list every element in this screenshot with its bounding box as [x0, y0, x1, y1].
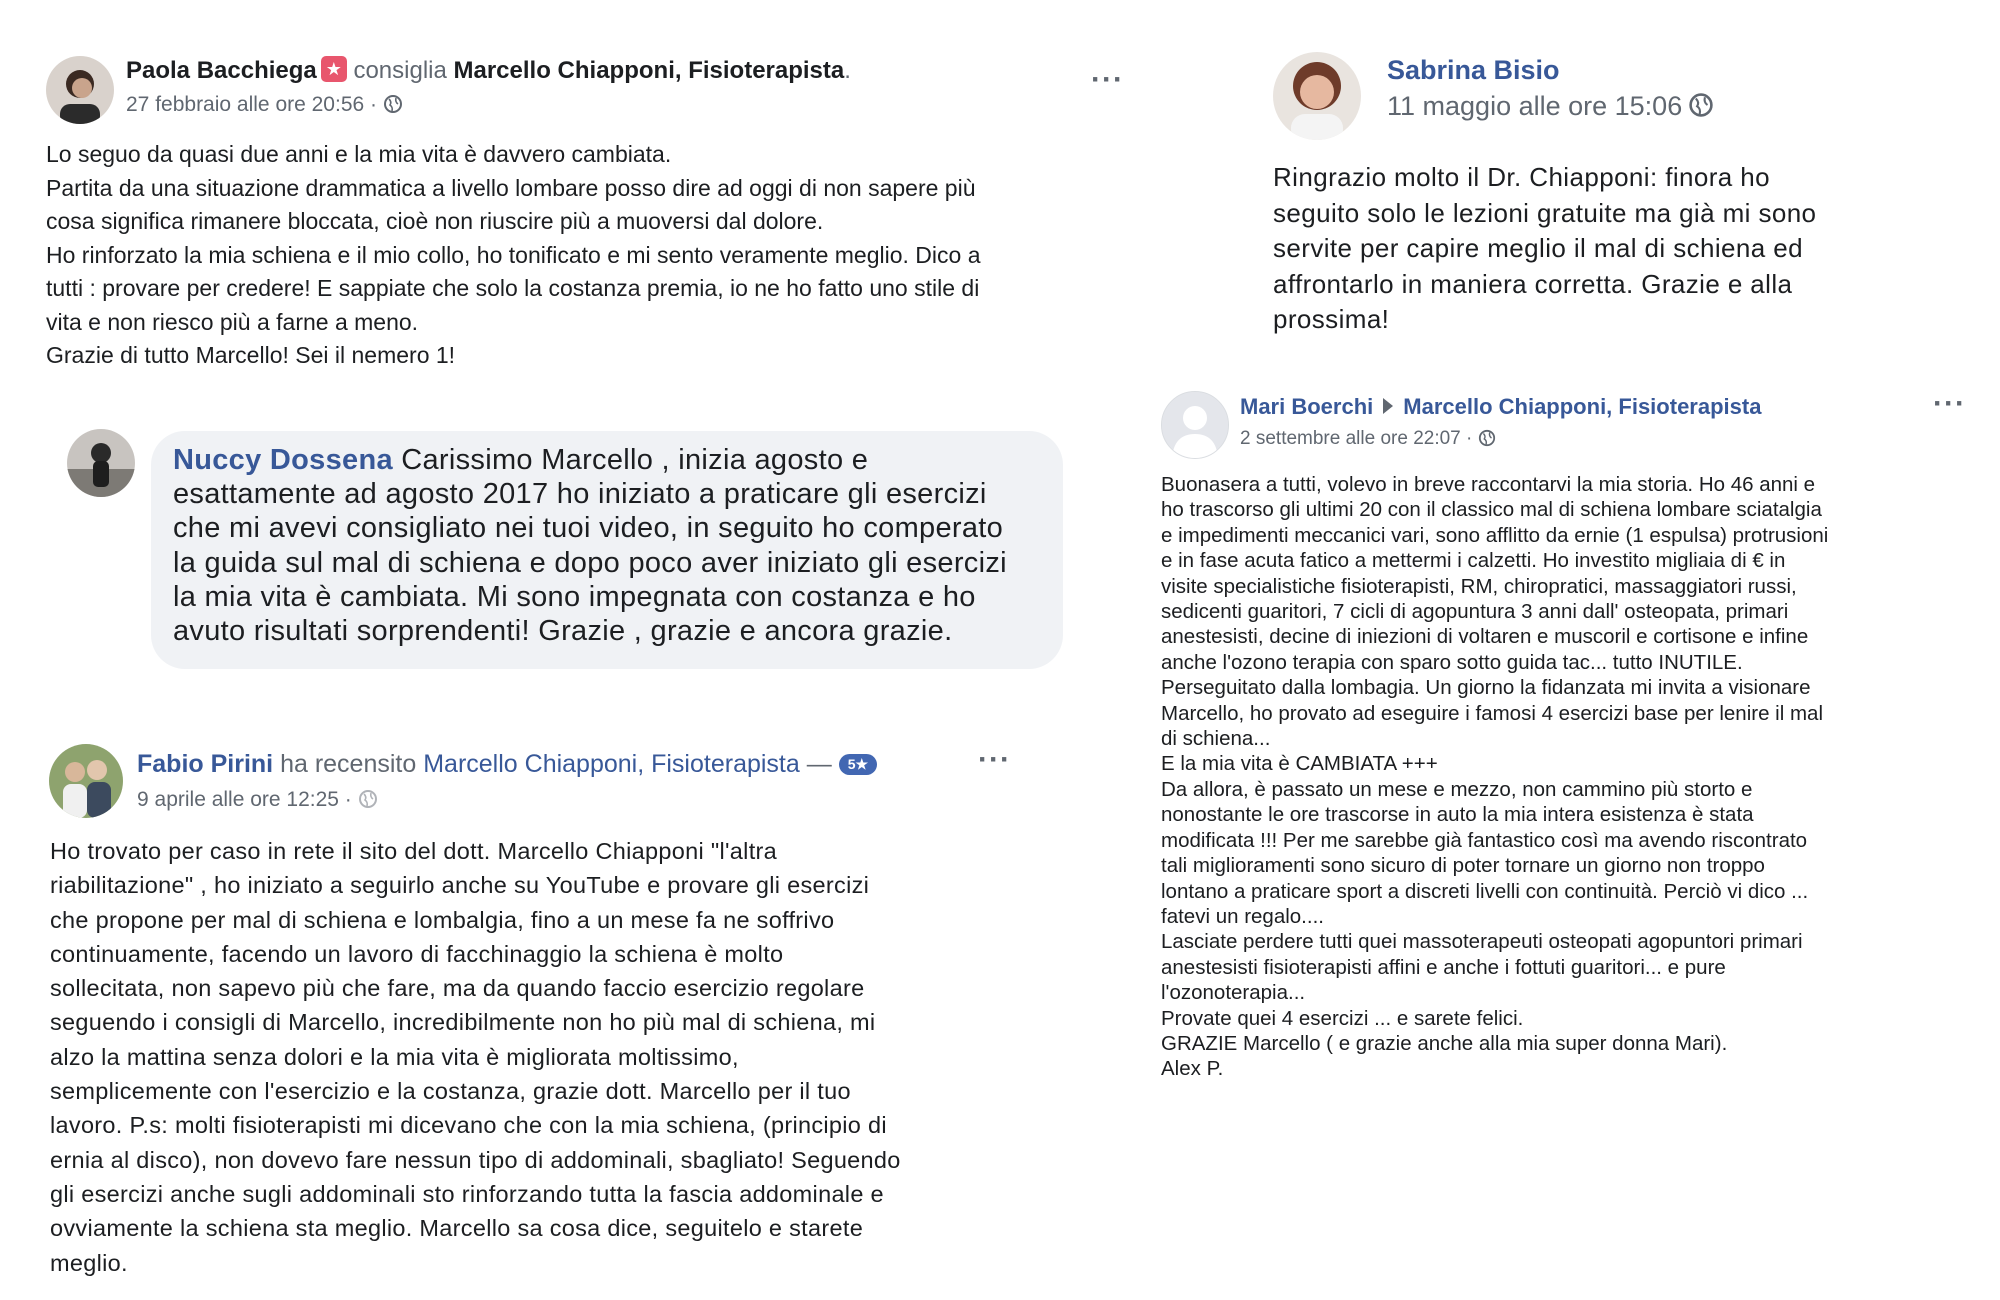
globe-icon	[383, 94, 403, 114]
post-line: Lo seguo da quasi due anni e la mia vita è davvero cambiata.	[46, 141, 672, 167]
author-name[interactable]: Fabio Pirini	[137, 750, 274, 778]
post-header	[126, 56, 851, 85]
post-line: Alex P.	[1161, 1057, 1224, 1081]
globe-icon	[358, 789, 378, 809]
comment-line: avuto risultati sorprendenti! Grazie , grazie e ancora grazie.	[173, 615, 953, 648]
post-meta	[1387, 91, 1714, 122]
post-header	[1387, 55, 1560, 86]
post-line: anestesisti fisioterapisti affini e anche i fottuti guaritori... e pure	[1161, 955, 1726, 979]
post-line: e in fase acuta fatico a mettermi i calzetti. Ho investito migliaia di € in	[1161, 549, 1786, 573]
post-body	[1273, 160, 1816, 338]
comment-text	[173, 443, 1007, 648]
author-name[interactable]: Sabrina Bisio	[1387, 55, 1560, 85]
post-line: anche l'ozono terapia con sparo sotto guida tac... tutto INUTILE.	[1161, 650, 1743, 674]
author-name[interactable]: Mari Boerchi	[1240, 394, 1374, 419]
action-verb: consiglia	[353, 57, 447, 84]
post-timestamp[interactable]: 27 febbraio alle ore 20:56 ·	[126, 93, 378, 116]
post-line: Ho trovato per caso in rete il sito del dott. Marcello Chiapponi "l'altra	[50, 838, 778, 864]
post-line: fatevi un regalo....	[1161, 904, 1324, 928]
post-meta	[137, 788, 378, 812]
post-line: di schiena...	[1161, 727, 1271, 751]
post-header	[137, 750, 877, 779]
post-line: Marcello, ho provato ad eseguire i famosi 4 esercizi base per lenire il mal	[1161, 701, 1824, 725]
avatar-fabio[interactable]	[49, 744, 123, 818]
recommend-flag-icon	[321, 56, 347, 82]
comment-nuccy	[0, 420, 1100, 680]
globe-icon	[1688, 92, 1714, 118]
post-fabio	[0, 720, 1150, 1300]
post-body	[50, 834, 901, 1280]
page-link[interactable]: Marcello Chiapponi, Fisioterapista	[453, 57, 845, 84]
rating-badge: 5★	[839, 754, 877, 775]
avatar-mari[interactable]	[1161, 391, 1229, 459]
post-timestamp[interactable]: 9 aprile alle ore 12:25 ·	[137, 788, 352, 811]
post-line: sedicenti guaritori, 7 cicli di agopuntura 3 anni dall' osteopata, primari	[1161, 600, 1789, 624]
post-line: seguito solo le lezioni gratuite ma già mi sono	[1273, 197, 1817, 228]
comment-line: esattamente ad agosto 2017 ho iniziato a praticare gli esercizi	[173, 478, 987, 511]
avatar-sabrina[interactable]	[1273, 52, 1361, 140]
comment-first-line	[173, 443, 1007, 477]
post-line: semplicemente con l'esercizio e la costanza, grazie dott. Marcello per il tuo	[50, 1078, 851, 1105]
action-verb: ha recensito	[273, 750, 424, 778]
comment-line: la mia vita è cambiata. Mi sono impegnata con costanza e ho	[173, 580, 976, 613]
post-line: lontano a praticare sport a discreti livelli con continuità. Perciò vi dico ...	[1161, 879, 1809, 903]
post-line: Ho rinforzato la mia schiena e il mio collo, ho tonificato e mi sento veramente meglio. Dico a	[46, 241, 981, 268]
post-line: prossima!	[1273, 304, 1390, 334]
comment-line: che mi avevi consigliato nei tuoi video, in seguito ho comperato	[173, 512, 1004, 545]
post-body	[46, 138, 981, 373]
post-timestamp[interactable]: 11 maggio alle ore 15:06	[1387, 91, 1683, 121]
post-body	[1161, 472, 1828, 1082]
avatar-paola[interactable]	[46, 56, 114, 124]
post-line: gli esercizi anche sugli addominali sto rinforzando tutta la fascia addominale e	[50, 1180, 884, 1207]
globe-icon	[1478, 429, 1496, 447]
rating-dash: —	[799, 750, 839, 778]
more-options-icon[interactable]: ···	[1933, 387, 1966, 420]
post-line: ovviamente la schiena sta meglio. Marcello sa cosa dice, seguitelo e starete	[50, 1215, 864, 1242]
post-meta	[1240, 428, 1496, 450]
post-line: modificata !!! Per me sarebbe già fantastico così ma avendo riscontrato	[1161, 828, 1808, 852]
page-suffix: .	[844, 57, 851, 84]
post-line: meglio.	[50, 1249, 128, 1276]
post-meta	[126, 93, 403, 117]
post-line: servite per capire meglio il mal di schiena ed	[1273, 233, 1803, 263]
post-line: cosa significa rimanere bloccata, cioè non riuscire più a muoversi dal dolore.	[46, 208, 824, 234]
post-line: GRAZIE Marcello ( e grazie anche alla mia super donna Mari).	[1161, 1031, 1728, 1055]
page-link[interactable]: Marcello Chiapponi, Fisioterapista	[423, 750, 800, 778]
post-sabrina	[1250, 0, 2000, 360]
post-line: l'ozonoterapia...	[1161, 981, 1306, 1005]
more-options-icon[interactable]: ···	[978, 743, 1011, 776]
post-line: Provate quei 4 esercizi ... e sarete felici.	[1161, 1006, 1524, 1030]
author-name[interactable]: Paola Bacchiega	[126, 57, 317, 84]
post-line: Buonasera a tutti, volevo in breve raccontarvi la mia storia. Ho 46 anni e	[1161, 473, 1816, 496]
post-line: sollecitata, non sapevo più che fare, ma da quando faccio esercizio regolare	[50, 975, 865, 1002]
post-line: e impedimenti meccanici vari, sono afflitto da ernie (1 espulsa) protrusioni	[1161, 523, 1829, 547]
post-line: Partita da una situazione drammatica a livello lombare posso dire ad oggi di non sapere più	[46, 174, 976, 201]
avatar-nuccy[interactable]	[67, 429, 135, 497]
post-line: riabilitazione" , ho iniziato a seguirlo anche su YouTube e provare gli esercizi	[50, 872, 870, 899]
post-line: Da allora, è passato un mese e mezzo, non cammino più storto e	[1161, 777, 1753, 801]
comment-author[interactable]: Nuccy Dossena	[173, 444, 393, 476]
comment-line: Carissimo Marcello , inizia agosto e	[392, 444, 869, 476]
post-line: continuamente, facendo un lavoro di facchinaggio la schiena è molto	[50, 940, 784, 967]
comment-bubble	[151, 431, 1063, 669]
post-line: ho trascorso gli ultimi 20 con il classico mal di schiena lombare sciatalgia	[1161, 498, 1822, 522]
post-line: vita e non riesco più a farne a meno.	[46, 308, 419, 335]
post-line: anestesisti, decine di iniezioni di voltaren e muscoril e cortisone e infine	[1161, 625, 1809, 649]
post-line: lavoro. P.s: molti fisioterapisti mi dicevano che con la mia schiena, (principio di	[50, 1112, 887, 1139]
post-line: Grazie di tutto Marcello! Sei il nemero 1!	[46, 342, 456, 368]
page-link[interactable]: Marcello Chiapponi, Fisioterapista	[1403, 394, 1762, 419]
post-timestamp[interactable]: 2 settembre alle ore 22:07 ·	[1240, 428, 1473, 449]
post-paola	[0, 0, 1150, 390]
post-line: Lasciate perdere tutti quei massoterapeuti osteopati agopuntori primari	[1161, 930, 1803, 954]
post-line: seguendo i consigli di Marcello, incredibilmente non ho più mal di schiena, mi	[50, 1009, 876, 1036]
post-line: visite specialistiche fisioterapisti, RM, chiropratici, massaggiatori russi,	[1161, 574, 1797, 598]
post-line: affrontarlo in maniera corretta. Grazie e alla	[1273, 268, 1793, 299]
post-line: Ringrazio molto il Dr. Chiapponi: finora ho	[1273, 162, 1770, 192]
comment-line: la guida sul mal di schiena e dopo poco aver iniziato gli esercizi	[173, 546, 1007, 579]
more-options-icon[interactable]: ···	[1091, 63, 1124, 96]
post-line: tutti : provare per credere! E sappiate che solo la costanza premia, io ne ho fatto uno stile di	[46, 275, 980, 301]
post-line: Perseguitato dalla lombagia. Un giorno la fidanzata mi invita a visionare	[1161, 676, 1811, 700]
post-mari	[1150, 380, 2000, 1300]
post-line: alzo la mattina senza dolori e la mia vita è migliorata moltissimo,	[50, 1043, 739, 1070]
post-line: E la mia vita è CAMBIATA +++	[1161, 752, 1438, 776]
arrow-right-icon	[1383, 398, 1393, 414]
post-line: nonostante le ore trascorse in auto la mia intera esistenza è stata	[1161, 803, 1754, 827]
post-line: che propone per mal di schiena e lombalgia, fino a un mese fa ne soffrivo	[50, 906, 835, 933]
post-line: tali miglioramenti sono sicuro di poter tornare un giorno non troppo	[1161, 854, 1765, 878]
post-header	[1240, 394, 1761, 420]
post-line: ernia al disco), non dovevo fare nessun tipo di addominali, sbagliato! Seguendo	[50, 1146, 901, 1173]
